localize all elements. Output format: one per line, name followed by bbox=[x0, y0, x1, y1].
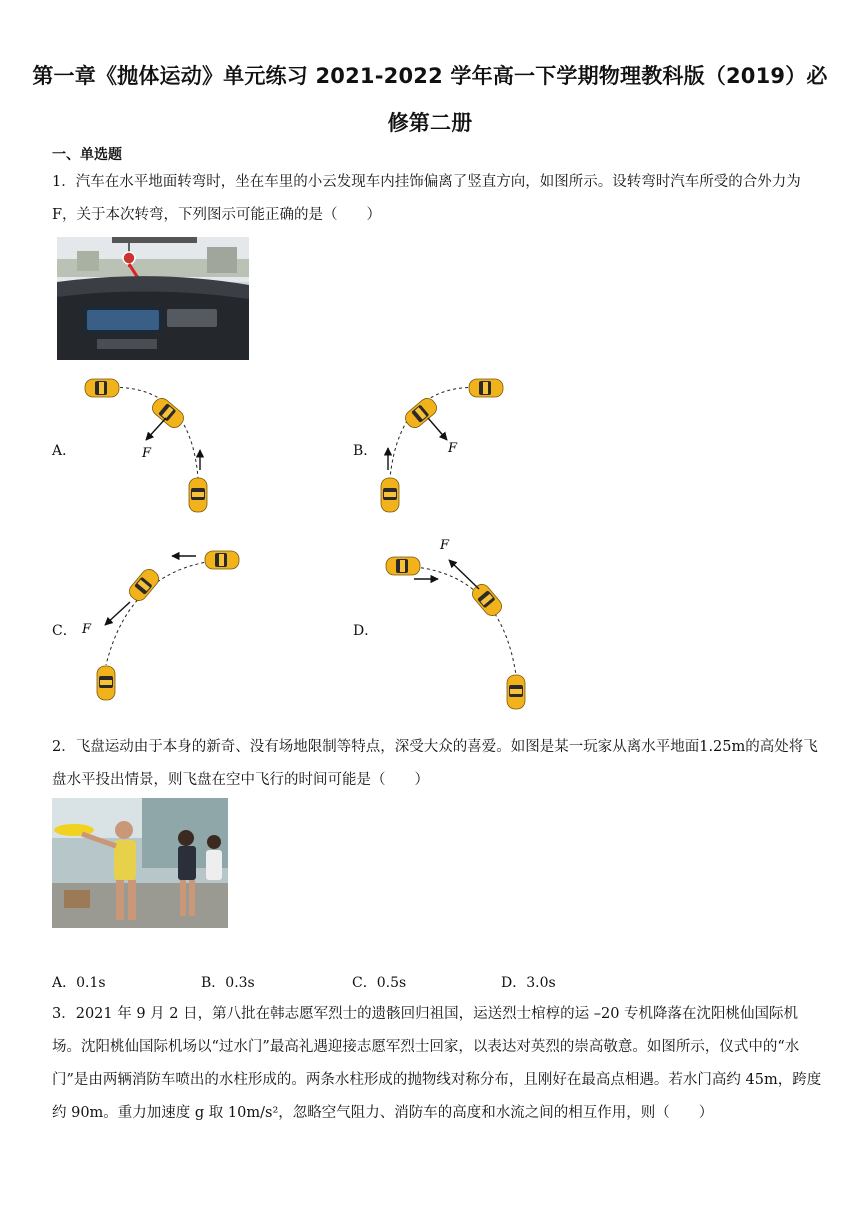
option-C-label: C． bbox=[52, 623, 77, 639]
car-interior-photo bbox=[57, 237, 249, 360]
car-icon bbox=[469, 581, 505, 619]
option-A-label: A． bbox=[52, 443, 77, 459]
frisbee-photo bbox=[52, 798, 228, 928]
force-label: F bbox=[448, 441, 458, 456]
diagram-option-C bbox=[81, 551, 239, 700]
choice-B: B．0.3s bbox=[201, 975, 255, 991]
diagram-option-D bbox=[386, 538, 525, 709]
question-2-text: 2．飞盘运动由于本身的新奇、没有场地限制等特点，深受大众的喜爱。如图是某一玩家从离水平地面1.25m的高处将飞盘水平投出情景，则飞盘在空中飞行的时间可能是（ ） bbox=[52, 739, 818, 788]
question-3-text: 3．2021 年 9 月 2 日，第八批在韩志愿军烈士的遗骸回归祖国，运送烈士棺椁的运 –20 专机降落在沈阳桃仙国际机场。沈阳桃仙国际机场以“过水门”最高礼遇迎接志愿军烈士回家，以表达对英烈的崇高敬意。如图所示，仪式中的“水门”是由两辆消防车喷出的水柱形成的。两条水柱形成的抛物线对称分布，且刚好在最高点相遇。若水门高约 45m，跨度约 90m。重力加速度 g 取 10m/s²，忽略空气阻力、消防车的高度和水流之间的相互作用，则（ ） bbox=[52, 1006, 822, 1121]
car-icon bbox=[469, 379, 503, 397]
page-title-line1: 第一章《抛体运动》单元练习 2021-2022 学年高一下学期物理教科版（2019）必 bbox=[32, 64, 828, 88]
force-label: F bbox=[440, 538, 450, 553]
car-icon bbox=[507, 675, 525, 709]
car-icon bbox=[97, 666, 115, 700]
page-title-line2: 修第二册 bbox=[387, 111, 473, 135]
car-icon bbox=[205, 551, 239, 569]
choice-A: A．0.1s bbox=[52, 975, 106, 991]
car-icon bbox=[126, 566, 162, 604]
force-label: F bbox=[142, 446, 152, 461]
option-D-label: D． bbox=[353, 623, 379, 639]
section-heading: 一、单选题 bbox=[52, 147, 122, 163]
choice-D: D．3.0s bbox=[501, 975, 556, 991]
car-icon bbox=[149, 395, 187, 431]
option-diagrams bbox=[0, 360, 600, 730]
car-icon bbox=[85, 379, 119, 397]
question-1-text: 1．汽车在水平地面转弯时，坐在车里的小云发现车内挂饰偏离了竖直方向，如图所示。设转弯时汽车所受的合外力为 F，关于本次转弯，下列图示可能正确的是（ ） bbox=[52, 174, 801, 223]
diagram-option-A bbox=[85, 379, 207, 512]
force-label: F bbox=[82, 622, 92, 637]
car-icon bbox=[386, 557, 420, 575]
option-B-label: B． bbox=[353, 443, 378, 459]
car-icon bbox=[189, 478, 207, 512]
diagram-option-B bbox=[381, 379, 503, 512]
choice-C: C．0.5s bbox=[352, 975, 407, 991]
car-icon bbox=[381, 478, 399, 512]
